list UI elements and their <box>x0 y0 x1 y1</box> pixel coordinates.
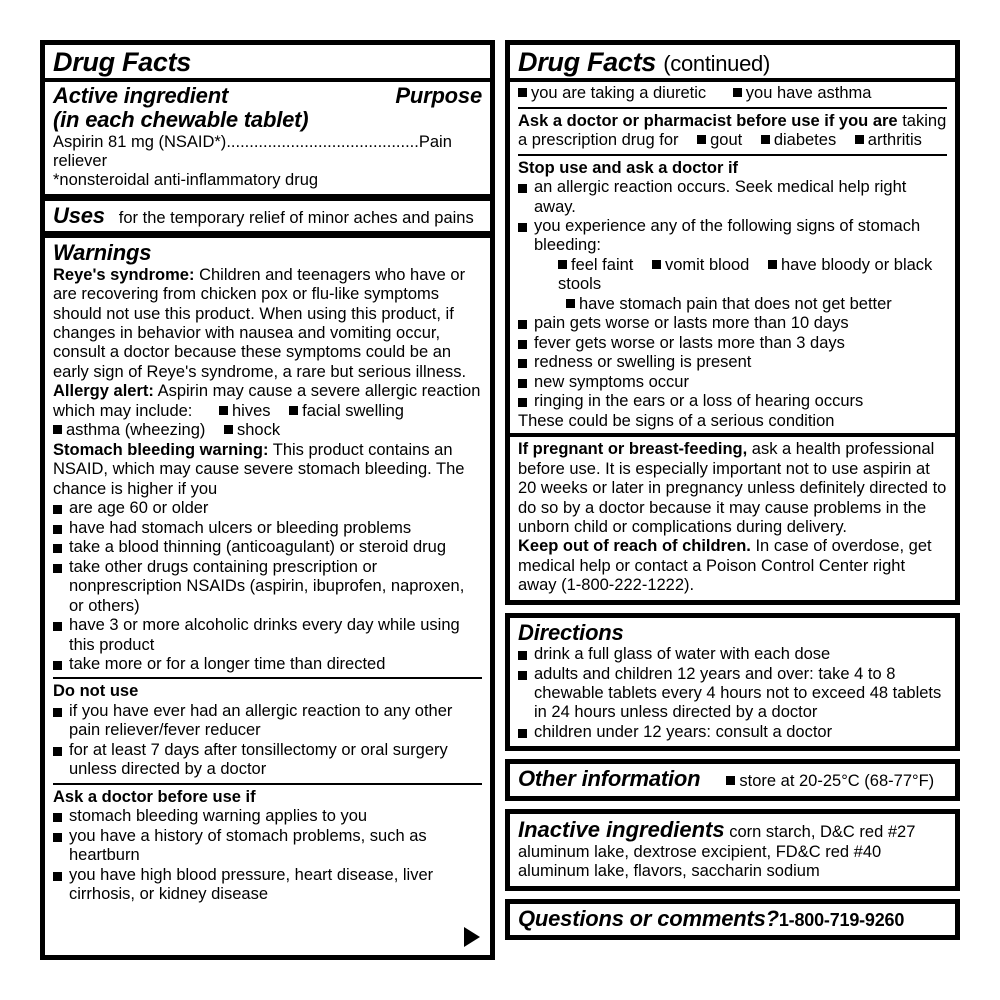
purpose-value: Pain reliever <box>53 132 452 170</box>
drug-facts-label <box>40 40 960 960</box>
allergy-alert-items-row2 <box>53 421 482 440</box>
allergy-label: Allergy alert: <box>53 382 154 401</box>
stop-use-sub-stomach-pain: have stomach pain that does not get better <box>579 294 892 313</box>
stop-use-sub-bloody-stools: have bloody or black stools <box>558 255 933 294</box>
continued-arrow-icon <box>464 927 480 947</box>
stomach-bleeding-risk-list <box>53 499 482 674</box>
list-item: adults and children 12 years and over: take 4 to 8 chewable tablets every 4 hours not to exceed 48 tablets in 24 hours unless directed by a doctor <box>518 665 947 723</box>
right-panel-warnings <box>505 40 960 605</box>
nsaid-footnote: *nonsteroidal anti-inflammatory drug <box>53 171 319 190</box>
section-active-ingredient <box>53 84 482 191</box>
ask-pharmacist-text: taking a prescription drug for <box>518 111 947 150</box>
list-item: are age 60 or older <box>53 499 482 518</box>
section-pregnancy <box>518 440 947 596</box>
bullet-square-icon <box>855 135 864 144</box>
title-rule-right <box>510 78 955 82</box>
list-item: you experience any of the following signs of stomach bleeding: <box>518 217 947 256</box>
rule-before-do-not-use <box>53 677 482 679</box>
allergy-alert-paragraph <box>53 382 482 421</box>
allergy-item-facial-swelling: facial swelling <box>302 401 404 420</box>
list-item: fever gets worse or lasts more than 3 days <box>518 334 947 353</box>
list-item: drink a full glass of water with each dose <box>518 645 947 664</box>
list-item: if you have ever had an allergic reaction to any other pain reliever/fever reducer <box>53 702 482 741</box>
pregnancy-text: ask a health professional before use. It is especially important not to use aspirin at 20 weeks or later in pregnancy unless definitely directed to do so by a doctor because it may cause problems in the unborn child or complications during delivery. <box>518 440 947 536</box>
rule-after-active-ingredient <box>45 194 490 201</box>
stomach-bleeding-label: Stomach bleeding warning: <box>53 440 269 459</box>
ask-pharmacist-paragraph <box>518 112 947 151</box>
list-item: you have a history of stomach problems, such as heartburn <box>53 827 482 866</box>
warnings-heading: Warnings <box>53 240 152 266</box>
other-information-row <box>518 767 947 791</box>
list-item: have had stomach ulcers or bleeding problems <box>53 519 482 538</box>
reyes-label: Reye's syndrome: <box>53 265 195 284</box>
inactive-ingredients-paragraph <box>518 817 947 882</box>
list-item: take a blood thinning (anticoagulant) or steroid drug <box>53 538 482 557</box>
bullet-square-icon <box>697 135 706 144</box>
allergy-item-hives: hives <box>232 401 271 420</box>
section-stop-use <box>518 159 947 432</box>
list-item: take other drugs containing prescription or nonprescription NSAIDs (aspirin, ibuprofen, naproxen, or others) <box>53 558 482 616</box>
stop-use-sub-vomit-blood: vomit blood <box>664 255 750 274</box>
right-panel-questions <box>505 899 960 940</box>
stop-use-sub-row-1 <box>558 256 947 295</box>
bullet-square-icon <box>726 776 735 785</box>
list-item: an allergic reaction occurs. Seek medical help right away. <box>518 178 947 217</box>
ask-doctor-cont-item-asthma: you have asthma <box>745 84 872 103</box>
section-ask-doctor-before-use <box>53 788 482 905</box>
right-panel-directions <box>505 613 960 752</box>
list-item: redness or swelling is present <box>518 353 947 372</box>
stomach-bleeding-text: This product contains an NSAID, which may cause severe stomach bleeding. The chance is higher if you <box>53 440 465 498</box>
list-item: have 3 or more alcoholic drinks every day while using this product <box>53 616 482 655</box>
stop-use-sub-row-2 <box>566 295 947 314</box>
bullet-square-icon <box>733 88 742 97</box>
list-item: ringing in the ears or a loss of hearing occurs <box>518 392 947 411</box>
other-information-item: store at 20-25°C (68-77°F) <box>726 772 934 791</box>
stop-use-list <box>518 178 947 256</box>
stomach-bleeding-paragraph <box>53 441 482 499</box>
do-not-use-heading: Do not use <box>53 682 139 701</box>
page-title-continued: Drug Facts (continued) <box>518 47 770 77</box>
rule-before-pregnancy <box>510 433 955 437</box>
pregnancy-paragraph <box>518 440 947 537</box>
list-item: stomach bleeding warning applies to you <box>53 807 482 826</box>
page-title: Drug Facts <box>53 47 192 77</box>
uses-text: for the temporary relief of minor aches and pains <box>118 208 474 227</box>
section-warnings <box>53 241 482 674</box>
section-do-not-use <box>53 682 482 779</box>
reyes-syndrome-paragraph <box>53 266 482 383</box>
list-item: new symptoms occur <box>518 373 947 392</box>
leader-dots: .......................................... <box>226 132 419 151</box>
left-panel <box>40 40 495 960</box>
questions-phone[interactable]: 1-800-719-9260 <box>778 909 905 930</box>
list-item: pain gets worse or lasts more than 10 days <box>518 314 947 333</box>
directions-heading: Directions <box>518 619 624 645</box>
pregnancy-label: If pregnant or breast-feeding, <box>518 440 748 459</box>
rule-before-ask-pharmacist <box>518 107 947 109</box>
purpose-heading: Purpose <box>395 83 482 109</box>
rule-before-ask-doctor <box>53 783 482 785</box>
bullet-square-icon <box>761 135 770 144</box>
bullet-square-icon <box>518 88 527 97</box>
ask-pharmacist-item-arthritis: arthritis <box>867 131 922 150</box>
bullet-square-icon <box>53 425 62 434</box>
rule-after-uses <box>45 231 490 238</box>
other-information-heading: Other information <box>518 766 701 792</box>
title-rule <box>45 78 490 82</box>
keep-out-label: Keep out of reach of children. <box>518 537 751 556</box>
ask-doctor-continued-row <box>518 84 947 103</box>
allergy-text: Aspirin may cause a severe allergic reaction which may include: <box>53 382 481 420</box>
list-item: take more or for a longer time than directed <box>53 655 482 674</box>
allergy-item-shock: shock <box>237 421 281 440</box>
bullet-square-icon <box>566 299 575 308</box>
uses-heading: Uses <box>53 202 105 228</box>
bullet-square-icon <box>768 260 777 269</box>
bullet-square-icon <box>219 406 228 415</box>
ingredient-purpose-row <box>53 133 482 172</box>
inactive-ingredients-heading: Inactive ingredients <box>518 816 725 842</box>
questions-heading: Questions or comments? <box>518 905 779 931</box>
inactive-ingredients-text: corn starch, D&C red #27 aluminum lake, dextrose excipient, FD&C red #40 aluminum lake, flavors, saccharin sodium <box>518 822 916 881</box>
allergy-item-asthma: asthma (wheezing) <box>66 421 206 440</box>
active-ingredient-heading-row <box>53 84 482 108</box>
right-panel-inactive-ingredients <box>505 809 960 891</box>
stop-use-closing: These could be signs of a serious condition <box>518 411 835 430</box>
ingredient-name: Aspirin 81 mg (NSAID*)..........................................Pain reliever <box>53 132 452 170</box>
reyes-text: Children and teenagers who have or are recovering from chicken pox or flu-like symptoms should not use this product. When using this product, if changes in behavior with nausea and vomiting occur, consult a doctor because these symptoms could be an early sign of Reye's syndrome, a rare but serious illness. <box>53 265 467 381</box>
bullet-square-icon <box>289 406 298 415</box>
ask-pharmacist-heading: Ask a doctor or pharmacist before use if you are <box>518 111 898 130</box>
bullet-square-icon <box>652 260 661 269</box>
active-ingredient-subheading: (in each chewable tablet) <box>53 107 309 133</box>
ask-doctor-list <box>53 807 482 904</box>
right-panel-other-information <box>505 759 960 800</box>
ask-pharmacist-item-diabetes: diabetes <box>773 131 837 150</box>
left-column <box>40 40 495 960</box>
ask-pharmacist-item-gout: gout <box>710 131 743 150</box>
section-ask-pharmacist <box>518 112 947 151</box>
ask-doctor-cont-item-diuretic: you are taking a diuretic <box>531 84 707 103</box>
directions-list <box>518 645 947 742</box>
list-item: for at least 7 days after tonsillectomy or oral surgery unless directed by a doctor <box>53 741 482 780</box>
rule-before-stop-use <box>518 154 947 156</box>
keep-out-text: In case of overdose, get medical help or contact a Poison Control Center right away (1-800-222-1222). <box>518 537 932 595</box>
bullet-square-icon <box>558 260 567 269</box>
list-item: children under 12 years: consult a doctor <box>518 723 947 742</box>
section-uses <box>53 204 482 228</box>
bullet-square-icon <box>224 425 233 434</box>
stop-use-heading: Stop use and ask a doctor if <box>518 158 739 177</box>
right-column <box>505 40 960 960</box>
active-ingredient-heading: Active ingredient <box>53 83 229 109</box>
do-not-use-list <box>53 702 482 780</box>
ask-doctor-heading: Ask a doctor before use if <box>53 787 256 806</box>
questions-row <box>518 907 947 931</box>
uses-row <box>53 204 482 228</box>
stop-use-sub-feel-faint: feel faint <box>571 255 634 274</box>
stop-use-list-2 <box>518 314 947 411</box>
keep-out-of-reach-paragraph <box>518 537 947 595</box>
continued-label: (continued) <box>663 51 770 76</box>
list-item: you have high blood pressure, heart disease, liver cirrhosis, or kidney disease <box>53 866 482 905</box>
